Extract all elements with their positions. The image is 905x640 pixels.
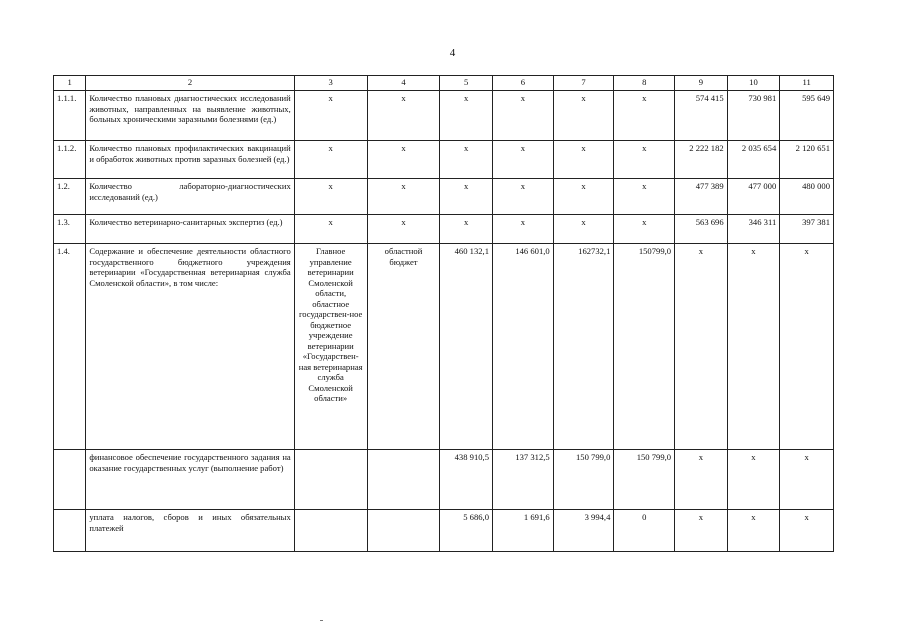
value-cell: 730 981 xyxy=(727,91,780,141)
value-cell: 150799,0 xyxy=(614,244,675,450)
executor-cell: x xyxy=(294,141,367,179)
page-number: 4 xyxy=(449,47,456,59)
header-cell: 2 xyxy=(86,76,294,91)
row-number xyxy=(54,450,86,510)
header-cell: 8 xyxy=(614,76,675,91)
header-cell: 3 xyxy=(294,76,367,91)
program-table xyxy=(53,75,834,552)
value-cell: 162732,1 xyxy=(553,244,614,450)
value-cell: x xyxy=(727,244,780,450)
value-cell: x xyxy=(727,450,780,510)
scan-mark xyxy=(320,620,323,621)
value-cell: x xyxy=(614,141,675,179)
value-cell: x xyxy=(553,179,614,215)
value-cell: 2 222 182 xyxy=(675,141,728,179)
value-cell: x xyxy=(440,179,493,215)
value-cell: x xyxy=(780,244,834,450)
funding-source-cell: x xyxy=(367,141,440,179)
value-cell: 150 799,0 xyxy=(614,450,675,510)
row-number: 1.1.2. xyxy=(54,141,86,179)
executor-cell: Главное управление ветеринарии Смоленской области, областное государствен-ное бюджетное учреждение ветеринарии «Государствен-ная ветеринарная служба Смоленской области» xyxy=(294,244,367,450)
row-description: Количество лабораторно-диагностических исследований (ед.) xyxy=(86,179,294,215)
value-cell: 460 132,1 xyxy=(440,244,493,450)
row-number: 1.3. xyxy=(54,215,86,244)
funding-source-cell: областной бюджет xyxy=(367,244,440,450)
value-cell: 2 120 651 xyxy=(780,141,834,179)
value-cell: x xyxy=(440,141,493,179)
executor-cell xyxy=(294,510,367,552)
executor-cell: x xyxy=(294,91,367,141)
value-cell: x xyxy=(675,510,728,552)
funding-source-cell: x xyxy=(367,179,440,215)
value-cell: x xyxy=(614,179,675,215)
table-row xyxy=(54,91,834,141)
value-cell: x xyxy=(553,215,614,244)
row-description: Количество плановых диагностических исследований животных, направленных на выявление животных, больных хроническими заразными болезнями (ед.) xyxy=(86,91,294,141)
table-row xyxy=(54,215,834,244)
row-number xyxy=(54,510,86,552)
value-cell: x xyxy=(614,215,675,244)
value-cell: x xyxy=(493,141,554,179)
funding-source-cell: x xyxy=(367,91,440,141)
value-cell: 2 035 654 xyxy=(727,141,780,179)
executor-cell xyxy=(294,450,367,510)
row-number: 1.1.1. xyxy=(54,91,86,141)
value-cell: 574 415 xyxy=(675,91,728,141)
row-description: Содержание и обеспечение деятельности областного государственного бюджетного учреждения ветеринарии «Государственная ветеринарная служба Смоленской области», в том числе: xyxy=(86,244,294,450)
table-row xyxy=(54,141,834,179)
value-cell: x xyxy=(493,179,554,215)
table-row xyxy=(54,179,834,215)
value-cell: 397 381 xyxy=(780,215,834,244)
value-cell: 146 601,0 xyxy=(493,244,554,450)
value-cell: x xyxy=(614,91,675,141)
value-cell: 480 000 xyxy=(780,179,834,215)
value-cell: x xyxy=(675,244,728,450)
value-cell: x xyxy=(493,91,554,141)
value-cell: 150 799,0 xyxy=(553,450,614,510)
value-cell: 0 xyxy=(614,510,675,552)
executor-cell: x xyxy=(294,215,367,244)
value-cell: x xyxy=(780,450,834,510)
row-description: финансовое обеспечение государственного задания на оказание государственных услуг (выполнение работ) xyxy=(86,450,294,510)
funding-source-cell xyxy=(367,510,440,552)
value-cell: 5 686,0 xyxy=(440,510,493,552)
value-cell: x xyxy=(553,141,614,179)
row-number: 1.2. xyxy=(54,179,86,215)
value-cell: x xyxy=(675,450,728,510)
value-cell: 1 691,6 xyxy=(493,510,554,552)
table-row xyxy=(54,450,834,510)
column-number-row xyxy=(54,76,834,91)
value-cell: x xyxy=(553,91,614,141)
row-number: 1.4. xyxy=(54,244,86,450)
funding-source-cell: x xyxy=(367,215,440,244)
value-cell: 3 994,4 xyxy=(553,510,614,552)
value-cell: 137 312,5 xyxy=(493,450,554,510)
header-cell: 10 xyxy=(727,76,780,91)
row-description: Количество плановых профилактических вакцинаций и обработок животных против заразных болезней (ед.) xyxy=(86,141,294,179)
funding-source-cell xyxy=(367,450,440,510)
header-cell: 11 xyxy=(780,76,834,91)
value-cell: x xyxy=(727,510,780,552)
header-cell: 6 xyxy=(493,76,554,91)
value-cell: 346 311 xyxy=(727,215,780,244)
header-cell: 4 xyxy=(367,76,440,91)
value-cell: x xyxy=(493,215,554,244)
value-cell: 563 696 xyxy=(675,215,728,244)
header-cell: 7 xyxy=(553,76,614,91)
value-cell: x xyxy=(440,215,493,244)
table-row xyxy=(54,510,834,552)
header-cell: 5 xyxy=(440,76,493,91)
value-cell: x xyxy=(440,91,493,141)
row-description: Количество ветеринарно-санитарных экспертиз (ед.) xyxy=(86,215,294,244)
executor-cell: x xyxy=(294,179,367,215)
row-description: уплата налогов, сборов и иных обязательных платежей xyxy=(86,510,294,552)
value-cell: 477 389 xyxy=(675,179,728,215)
value-cell: x xyxy=(780,510,834,552)
header-cell: 1 xyxy=(54,76,86,91)
value-cell: 438 910,5 xyxy=(440,450,493,510)
header-cell: 9 xyxy=(675,76,728,91)
value-cell: 477 000 xyxy=(727,179,780,215)
value-cell: 595 649 xyxy=(780,91,834,141)
table-row xyxy=(54,244,834,450)
